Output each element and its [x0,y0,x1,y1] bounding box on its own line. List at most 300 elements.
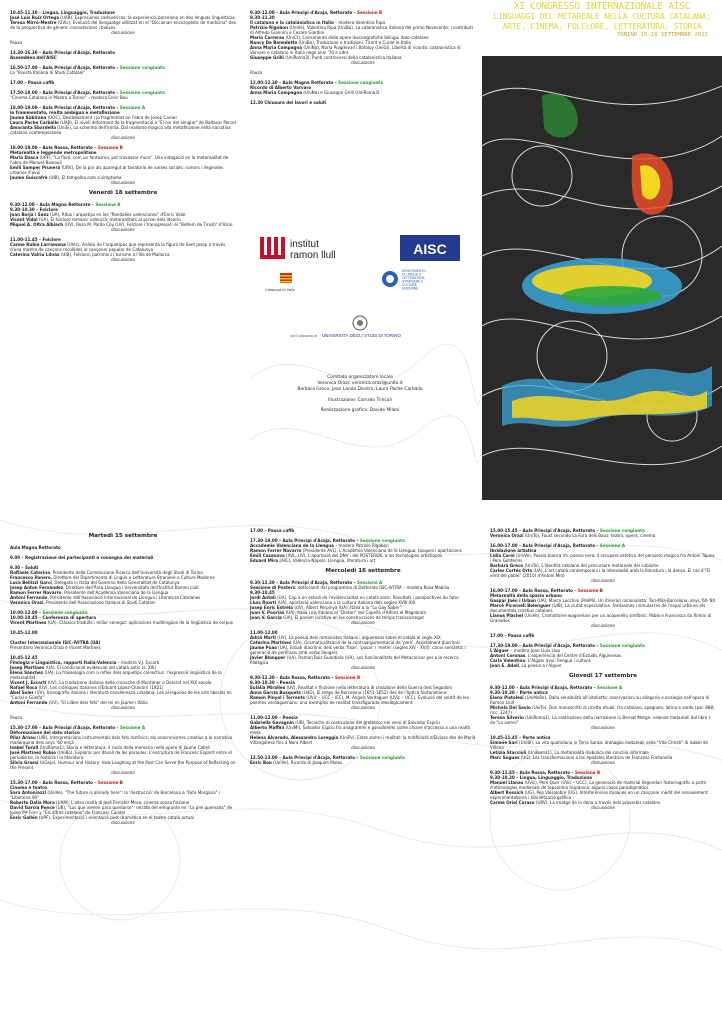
dip-text-3: LETTERATURE [402,276,425,280]
event-time: Aula Magna Rettorato [10,545,61,550]
event-line [10,690,236,700]
event-title: Pausa caffè [267,528,295,533]
event-line [490,695,716,705]
event-sep: – [37,65,43,70]
speaker-name: David García Ponce [10,805,55,810]
event-time: 12.30 [250,100,263,105]
talk-text: (UniTo), Due manoscritti di ricette rituali: tra catalano, spagnolo, latino e sardo (pal. 888; ricc. 1247) [490,705,715,715]
event-time: Pausa [250,70,263,75]
event-line [250,695,476,705]
event-line [10,760,236,770]
event-sep: – [20,565,26,570]
speaker-name: Amaranta Sbardella [10,125,56,130]
event-title: Aula Principi d'Acaja, Rettorato – [42,105,120,110]
program-panel-bottom-left [10,528,236,1020]
speaker-name: Io frammentato, realtà ambigua e metafinzione [10,110,120,115]
speaker-name: Alberto Maffini [250,725,285,730]
talk-text: (UniPv), Entre somni i realitat: la mitificació d'Elvissa des de Marià Villangómez fins a Nora Albert [250,735,476,745]
graphic-credit: Realizzazione grafica: Davide Milani [320,407,400,413]
event-title: Aula Magna Rettorato – [39,202,96,207]
speaker-name: Il catalano e la catalanistica in Italia [250,20,334,25]
talk-text: (UA), Ramon Ruiz Guardiola (UA), Les funcionalitats del Metaconcor per a la recerca filològica [250,655,459,665]
session-label: Sessione congiunta [338,80,384,85]
speaker-name: Raffaele Caterina [10,570,50,575]
speaker-name: Isabel Turull [10,745,39,750]
event-time: 15.30-17.00 [10,780,38,785]
congress-title: XI CONGRESSO INTERNAZIONALE AISC [513,1,691,12]
program-event [250,70,476,75]
speaker-name: Giuseppe Grilli [250,55,284,60]
event-title: Aula Rossa, Rettorato – [279,675,336,680]
day-heading: Mercoledì 16 settembre [325,568,401,574]
talk-text: (AVL, UV), L'aportació del DNV i del POSTERVAL a les tecnologies artístiques [284,553,443,558]
discussion-label: discussione [591,578,615,583]
event-title: Aula Rossa, Rettorato – [519,770,576,775]
event-time: 17.30-19.00 [250,538,278,543]
event-line [250,45,476,55]
event-sep: – [37,10,43,15]
session-label: Sessione A [597,685,623,690]
talk-text: (UVic – UCC – IEC), M. Àngels Verdaguer (UVic – UCC), Evolució del sentit de les poemes verdaguerians: una exemples de realitat transfigurada ideològicament [250,695,469,705]
speaker-name: 9.30-10.45 [250,590,275,595]
event-line [10,70,236,75]
program-event [10,65,236,75]
event-line [490,613,716,623]
event-time: 9.30-11.45 [490,770,515,775]
talk-text: (UV), Iconografia italiana i literatura cavalleresca catalana. Les al·legories de les arts liberals en "Curial e Güelfa" [10,690,232,700]
illustration-art [482,56,722,500]
event-line [490,553,716,563]
event-sep: – [517,528,523,533]
illustration-credit: Illustrazione: Corrado Trincali [328,397,392,403]
event-sep: – [277,755,283,760]
program-event [250,528,476,533]
talk-text: , L'experiència del Centre d'Estudis Algueresos [525,653,622,658]
event-time: 9.30-12.00 [10,202,35,207]
talk-text: – modera Joan Lluís Llop [509,648,561,653]
event-sep: – [277,538,283,543]
talk-text: (URV), La imatge de la dona a través dels proverbis catalans [534,800,661,805]
catalunya-logo [265,273,295,292]
talk-text: (UV), "El Llibre dels fets" del rei en Jaume i Itàlia [47,700,148,705]
event-time: 10.45-12.45 [10,655,38,660]
session-label: Sessione B [335,675,361,680]
event-line [490,663,716,668]
talk-text: (UniBl), La vita quotidiana in Terra Santa: immagini metareali nella "Vita Christi" di Isabel de Villena [490,740,709,750]
discussion-label: discussione [351,705,375,710]
talk-text: (UniRoma1), Storia e letteratura: il ruolo della memoria nelle opere di Jaume Cabré [38,745,210,750]
speaker-name: Maria Carreras [250,35,285,40]
discussion-label: discussione [591,623,615,628]
event-sep: – [502,633,508,638]
session-label: Sessione A [119,725,146,730]
program-event [10,725,236,775]
talk-text: (UV), Albert Perpinyà (UA), Itàlia a la "Lo Gay Saber" [293,605,402,610]
event-time: 18.00-19.00 [10,145,38,150]
talk-text: , Presidente dell'Associazione Italiana di Studi Catalani [43,600,156,605]
speaker-name: Mercè Picornell Belenguer [490,603,551,608]
event-heading [250,70,476,75]
event-time: 12.50-13.00 [250,755,278,760]
program-panel-bottom-right [490,528,716,1020]
speaker-name: Sessione di Posters [250,585,296,590]
comitato-names: Barbara Greco, Joan Landa Diestro, Laura Pache Carballo [297,387,423,393]
event-line [10,750,236,760]
event-title: Saluti [25,565,39,570]
discussion-label: discussione [111,257,135,262]
speaker-name: Pilar Arnau [10,735,36,740]
discussion-label: discussione [351,665,375,670]
speaker-name: Manuel Llanas [490,780,524,785]
talk-text: , Presidente dell'Associació Internacional de Llengua i Literatura Catalanes [47,595,201,600]
talk-text: , Presidente della Commissione Ricerca dell'Università degli Studi di Torino [49,570,203,575]
event-time: 16.00-17.00 [490,588,518,593]
discussion-label: discussione [591,805,615,810]
event-time: 10.00-12.00 [10,610,38,615]
event-sep: – [37,237,43,242]
speaker-name: Veronica Orazi [490,533,524,538]
program-event [490,528,716,538]
talk-text: (UniVe), Ricordo di Joaquim Molas [271,760,343,765]
speaker-name: Joan E. Adell [490,663,519,668]
day-heading: Giovedì 17 settembre [568,673,638,679]
talk-text: (UniBo), Explorar per davall de les paraules. L'escriptura de Francesc Esparrt entre el periodisme, la història i la literatura [10,750,232,760]
event-sep: – [37,105,43,110]
talk-text: – modera Patrizio Rigobon [333,543,389,548]
event-title: Aula Principi d'Acaja, Rettorato – [279,580,358,585]
session-label: Sessione congiunta [359,538,405,543]
talk-text: (UniNa), Núria Puigdevall i Bafaluy (UniGi), Libertà di ricordo: catalanistica di Varvaro e catalano in Italia negli anni '70 e oltre [250,45,461,55]
event-sep: – [514,685,520,690]
event-sep: – [37,610,43,615]
speaker-name: Nancy De Benedetto [250,40,298,45]
program-event [10,655,236,710]
event-title: Parte antica [522,735,551,740]
speaker-name: Albert Rossich [490,790,524,795]
event-sep: – [517,643,523,648]
program-event [10,10,236,35]
speaker-name: Ibridazione artistica [490,548,537,553]
talk-text: (UA), L'art català contemporani i la intereladió amb la literatura i la dansa. El cas d'"El vent del poble" (2010) d'Antoni Miró [490,568,711,578]
day-heading: Venerdì 18 settembre [88,190,158,196]
speaker-name: Jaume Guiscafrè [10,175,48,180]
talk-text: (UV), La poesia dels romanistes italians i algueresos sobre el català al segle XIX [275,635,441,640]
talk-text: (UA), Clàssics traduïts i millor conegut: aplicacions multilingües de la lingüística de corpus [46,620,233,625]
speaker-name: Jaume Subirana [10,115,47,120]
event-title: Aula Principi d'Acaja, Rettorato – [519,685,598,690]
patrocinio-text: con il patrocinio di [290,334,318,338]
speaker-name: 9.30-10.30 – Parte antica [490,690,548,695]
speaker-name: Anna García Busquets [250,690,301,695]
event-line [10,620,236,625]
event-sep: – [34,202,40,207]
unito-logo [290,316,401,338]
program-event [10,80,236,85]
speaker-name: Lídia Carol [490,553,515,558]
event-time: 16.00-17.00 [490,543,518,548]
aisc-text: AISC [413,241,447,257]
talk-text: – modera V.J. Escartí [116,660,160,665]
speaker-name: Abel Soler [10,690,34,695]
speaker-name: Marc Sogues [490,755,520,760]
talk-text: (UniBa), Traduzione e tradizioni. Tirant e Curial in Italia [297,40,411,45]
llull-text-1: institut [290,239,319,250]
event-line [490,740,716,750]
event-time: 17.50-18.00 [10,90,38,95]
congress-subtitle-2: ARTE, CINEMA, FOLCLORE, LETTERATURA, STORIA [502,20,702,31]
program-event [490,643,716,668]
speaker-name: Luca Bellizzi Garci [10,580,52,585]
event-title: Aula Rossa, Rettorato – [42,145,98,150]
talk-text: (AVL), València-Nàpols: Llengua, literatura i art [278,558,376,563]
speaker-name: Antoni Ferrando [10,700,48,705]
speaker-name: Helena Alvarado, Alessandro Loreggia [250,735,339,740]
program-event [250,755,476,765]
talk-text: La "Rivista Italiana di Studi Catalani" [10,70,86,75]
program-event [250,675,476,710]
talk-text: – modera Valentina Ripa [333,20,385,25]
session-label: Sessione B [577,588,603,593]
event-line [490,715,716,725]
event-line [490,568,716,578]
event-sep: – [22,80,28,85]
talk-text: (UIB), El tampolka com a simptoma [47,175,122,180]
dip-text-4: STRANIERE E [402,279,424,284]
event-title: Aula Principi d'Acaja, Rettorato – [42,90,120,95]
talk-text: , Direttore del Dipartimento di Lingue e Letterature Straniere e Culture Moderne [50,575,215,580]
event-time: 11.00-11.45 [10,237,38,242]
speaker-name: Barbara Greco [490,563,524,568]
talk-text: (UdG), El setge de Barcelona (1651-1652) des de l'òptica fontanellana [300,690,447,695]
speaker-name: 9.30-11.30 [250,15,275,20]
event-sep: – [277,80,283,85]
speaker-name: Elena Sánchez [10,670,44,675]
talk-text: (UAB), Expresiones cadavéricas: la experiencia barcelona en dos lenguas linguísticas [58,15,235,20]
event-title: Aula Magna Rettorato – [282,80,339,85]
event-sep: – [37,145,43,150]
speaker-name: 9.30-10.30 – Poesia [250,680,295,685]
discussion-label: discussione [111,135,135,140]
dip-text-2: DI LINGUE E [402,272,421,277]
session-label: Sessione B [357,10,383,15]
event-sep: – [517,735,523,740]
speaker-name: Metarealtà e leggende metropolitane [10,150,97,155]
dip-text-1: DIPARTIMENTO [402,269,426,273]
event-heading [10,80,236,85]
comitato-contact: Veronica Orazi: veronica.orazi@unito.it [317,381,403,387]
speaker-name: Veronica Orazi [10,600,44,605]
event-title: Aula Principi d'Acaja, Rettorato – [522,643,600,648]
talk-text: (UAM), L'altra realtà di Josè Ferrater Mora: cinema senza finzione [54,800,190,805]
speaker-name: Emili Casanova [250,553,285,558]
event-time: 12.00-12.30 [250,80,278,85]
event-line [10,155,236,165]
institut-ramon-llull-logo [260,237,336,261]
program-panel-bottom-middle [250,528,476,1020]
talk-text: "Cinema Catalano in Mostra a Torino" – modera Enric Bou [10,95,128,100]
program-event [10,90,236,100]
speaker-name: Carles Cortés Orts [490,568,533,573]
talk-text: (UIB), Folklore, patrimoni i turisme a l'illa de Mallorca [59,252,170,257]
aisc-logo [400,235,460,261]
event-title: Folclore [42,237,61,242]
discussion-label: discussione [591,725,615,730]
speaker-name: Caterina Martínez [250,640,292,645]
program-event [490,588,716,628]
talk-text: (UA), El folclore romànic valencià: metarealitats al servei dels ideario [37,217,181,222]
event-line [10,645,236,650]
speaker-name: Vicent Vidal [10,217,38,222]
event-line [10,125,236,135]
event-time: 11.00-12.00 [250,630,278,635]
event-sep: – [37,50,43,55]
congress-subtitle-1: LINGUAGGI DEL METAREALE NELLA CULTURA CATALANA: [493,11,711,21]
talk-text: (UGejo), Humour and History: How Laughing at the Past Can Serve the Purpose of Reflecting on the Present [10,760,236,770]
talk-text: (UniSi), Lo schermo dell'ironia. Dal realismo magico alla metafinzione nella narrativa catalana contemporanea [10,125,231,135]
speaker-name: 9.30-10.30 – Folclore [10,207,58,212]
talk-text: (UV), Rosa M. Pardo Coy (UV), Folclore i transgressió: el "Betlem de Tirisiti" d'Alcoi [63,222,233,227]
talk-text: (UG), Pep Valsalobre (UG), Interferències italianes en un cançoner inèdit del renaixement: experimentalisme i hibridització gràfica [490,790,709,800]
talk-text: (UA), Gramaticalització de la contraargumentació de 'però'. Acostament diacrònic [291,640,461,645]
speaker-name: Jordi Antoli [250,595,276,600]
program-event [250,538,476,563]
speaker-name: Elena Pistolesi [490,695,524,700]
speaker-name: Enric Bou [250,760,272,765]
program-event [250,100,476,105]
speaker-name: Simone Sari [490,740,518,745]
catalunya-text: Catalunya en Italia [265,288,295,292]
event-title: Aula Principi d'Acaja, Rettorato – [42,65,120,70]
comitato-label: Comitato organizzatore locale [327,375,393,380]
program-event [10,630,236,635]
dip-text-5: CULTURE [402,283,417,287]
speaker-name: Llanos Plàchel [490,613,524,618]
event-title: Pausa caffè [507,633,535,638]
speaker-name: Gaspar Jaén i Urban [490,598,536,603]
talk-text: (URV), De la por als aparegut al tanatorio de xarxes socials: rumors i llegendes urbanes d'avui [10,165,224,175]
talk-text: (UG), Les transformacions a les epístoles literàries de Francesc Fontanella [519,755,673,760]
event-line [250,585,476,590]
dipartimento-logo [382,269,426,291]
event-title: Aula Principi d'Acaja, Rettorato – [42,725,120,730]
event-line [10,95,236,100]
event-line [250,655,476,665]
program-event [490,735,716,765]
event-title: Pausa caffè [27,80,55,85]
talk-text: (UVic), Pere Quer (UVic – UCC), La generació de material llegendari historiogràfic a partir d'etimologies medievals de toponimia hispànica: alguns casos paradigmàtics [490,780,707,790]
speaker-name: Vicent Martines [10,620,47,625]
speaker-name: Anna Maria Compagna [250,90,303,95]
event-heading [10,555,236,560]
discussion-label: discussione [111,820,135,825]
speaker-name: José Martínez Rubio [10,750,56,755]
event-title: Lingua, Linguaggio, Traduzione [42,10,115,15]
event-time: Cluster Internazionale ISIC-IVITRA (UA) [10,640,101,645]
talk-text: (UniVe), Cromatisme wagneriani per un acquerello simfònic: Pablo e Francesca da Rimini di Granados [490,613,712,623]
talk-text: (UniRoma3), Punti controversi della catalanistica italiana [283,55,402,60]
speaker-name: Patrizio Rigobon [250,25,289,30]
program-event [490,633,716,638]
event-line [490,790,716,800]
speaker-name: Adrià Martí [250,635,276,640]
llull-text-2: ramon llull [290,250,336,261]
event-line [490,533,716,538]
program-event [10,237,236,262]
event-line [10,165,236,175]
speaker-name: José Luis Ruiz Ortega [10,15,59,20]
talk-text: (UniTo), Faust secondo La Fura dels Baus: teatro, opera, cinema [523,533,656,538]
event-heading [10,40,236,45]
speaker-name: Joan V. Poorias [250,610,285,615]
talk-text: : dottorandi del programma di Dottorato ISIC-IVITRA – modera Rosa Mabilia [295,585,450,590]
event-sep: – [277,715,283,720]
session-label: Sessione B [97,145,123,150]
event-line [10,805,236,815]
program-event [10,640,236,650]
event-time: 10.45-11.30 [10,10,38,15]
cover-illustration [482,0,722,500]
speaker-name: Gabriella Gavagnin [250,720,294,725]
program-event [490,770,716,810]
event-heading [10,545,236,550]
talk-text: (UA), aportació valenciana a la cultura italiana dels segles XVIII-XIX [276,600,416,605]
speaker-name: Enric Gallén [10,815,38,820]
event-time: 17.00 [10,80,23,85]
program-event [10,555,236,560]
discussion-label: discussione [111,705,135,710]
talk-text: (UVic), Evolució del llenguatge utilitzat en el "Diccionari enciclopèdic de medicina" des de la perspectiva de gènere: connotacions i biaixos [10,20,236,30]
session-label: Sessione B [575,770,601,775]
speaker-name: Laura Pache Carballo [10,120,59,125]
speaker-name: Ramon Ferrer Navarro [10,590,62,595]
speaker-name: Javier Blanquer [250,655,286,660]
program-event [490,685,716,730]
event-time: 17.00 [250,528,263,533]
event-line [10,735,236,745]
event-time: 9.00 [10,555,21,560]
session-label: Sessione congiunta [119,90,165,95]
day-heading: Martedì 15 settembre [88,533,158,539]
event-sep: – [37,90,43,95]
event-line [10,242,236,252]
event-sep: – [37,780,43,785]
talk-text: , La poesia a l'Alguer [518,663,562,668]
speaker-name: Miquel A. Oltra Albiach [10,222,64,227]
event-title: Aula Principi d'Acaja, Rettorato – [279,10,358,15]
event-title: Aula Principi d'Acaja, Rettorato – [282,755,360,760]
speaker-name: Josep Enric Estrela [250,605,294,610]
talk-text: (UPF), Experimentació i orientació post-dramàtica en el teatre català actual [37,815,194,820]
session-label: Sessione congiunta [599,528,645,533]
discussion-label: discussione [351,60,375,65]
event-line [10,20,236,30]
event-line [250,558,476,563]
program-event [250,630,476,670]
talk-text: (UAB), El nivell deformant de la fragmentació a "El cor del senglar" de Baltasar Porcel [58,120,236,125]
event-title: Chiusura dei lavori e saluti [264,100,327,105]
speaker-name: Vicent J. Escartí [10,680,47,685]
event-heading [10,630,236,635]
talk-text: Presentano Veronica Orazi e Vicent Martines [10,645,101,650]
session-label: Sessione A [357,580,383,585]
event-line [250,25,476,35]
event-line [10,670,236,680]
talk-text: , Direttore dell'Àrea Llengua i Universitats dell'Institut Ramon Llull [63,585,199,590]
speaker-name: Eduard Mira [250,558,279,563]
speaker-name: Francesco Panero [10,575,51,580]
event-title: Poesia [282,715,298,720]
event-time: Pausa [10,715,23,720]
